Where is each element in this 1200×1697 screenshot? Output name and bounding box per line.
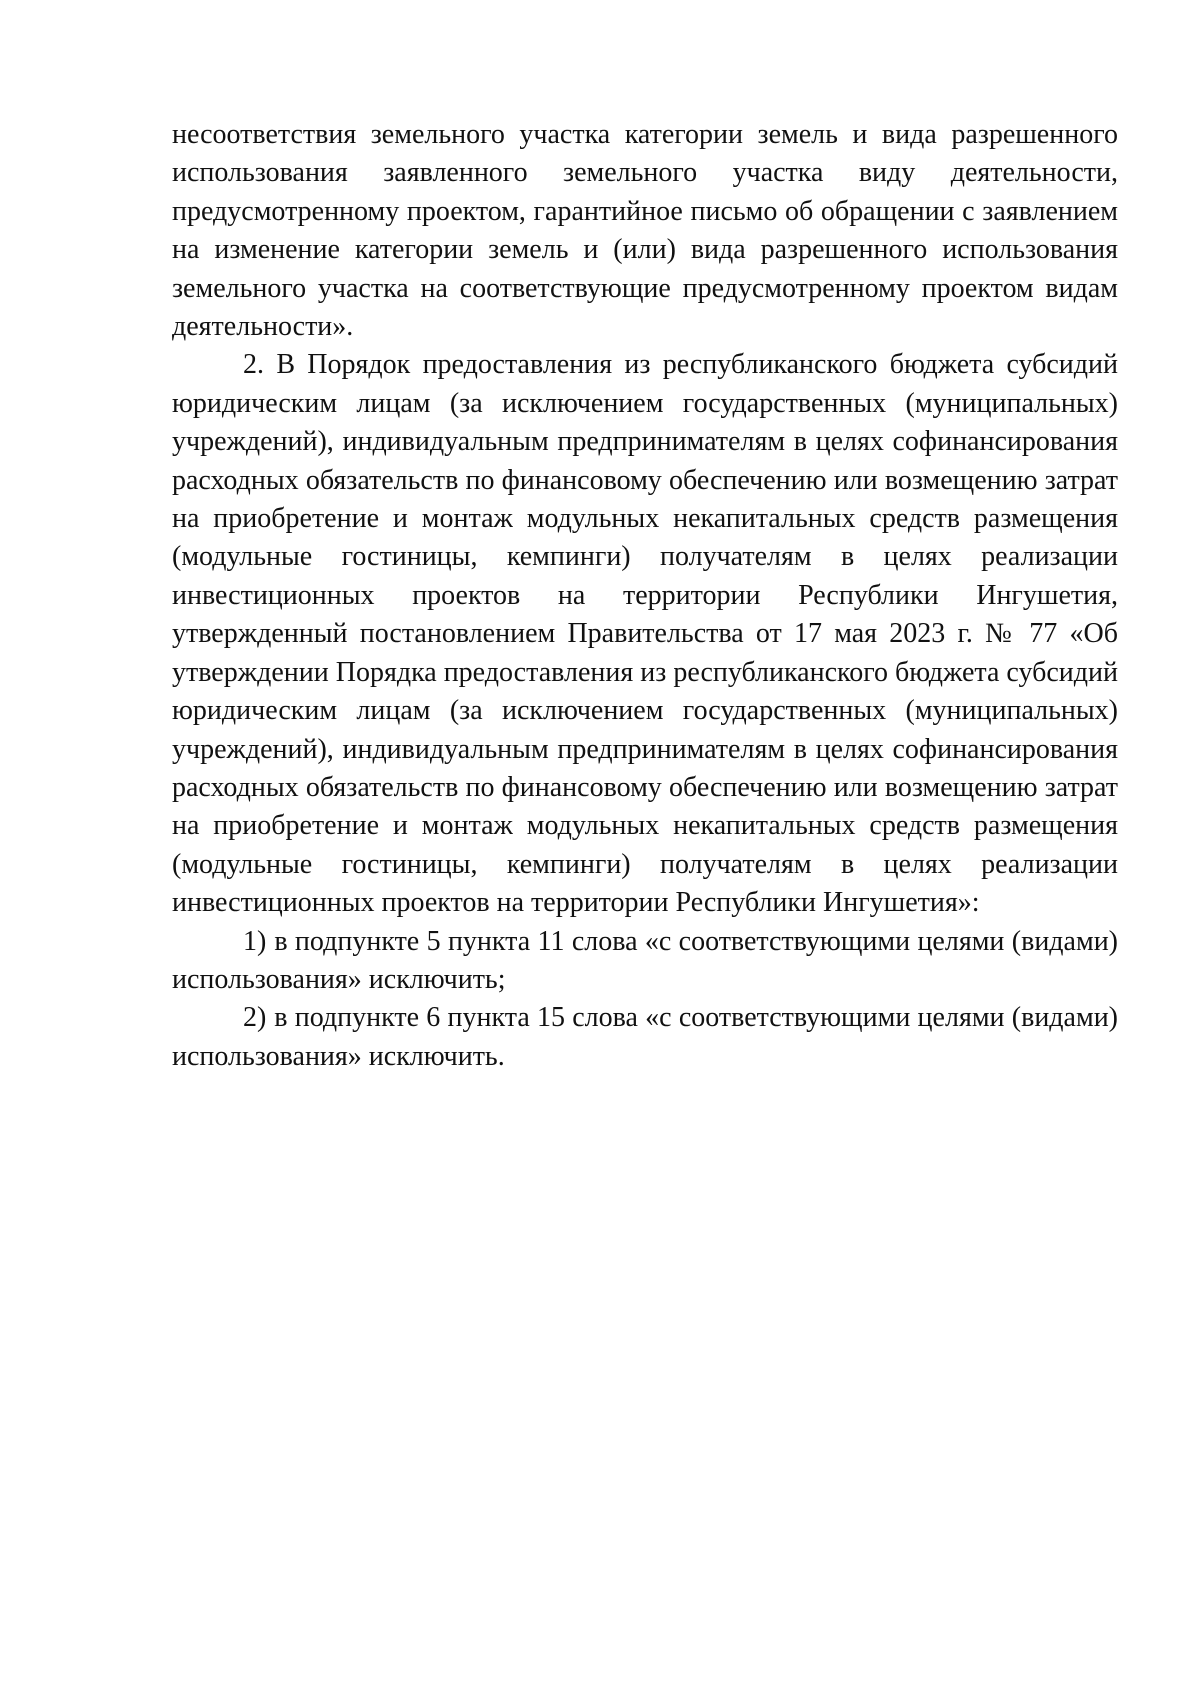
subitem-2-text: в подпункте 6 пункта 15 слова «с соответствующими целями (видами) использования» исключить. — [172, 1002, 1119, 1072]
subitem-1 — [172, 923, 1118, 1000]
subitem-2 — [172, 999, 1118, 1076]
subitem-1-number: 1) — [243, 925, 267, 957]
document-body — [172, 116, 1118, 1076]
subitem-2-number: 2) — [243, 1002, 267, 1034]
subitem-1-text: в подпункте 5 пункта 11 слова «с соответствующими целями (видами) использования» исключить; — [172, 925, 1119, 995]
paragraph-item-2: 2. В Порядок предоставления из республиканского бюджета субсидий юридическим лицам (за исключением государственных (муниципальных) учреждений), индивидуальным предпринимателям в целях софинансирования расходных обязательств по финансовому обеспечению или возмещению затрат на приобретение и монтаж модульных некапитальных средств размещения (модульные гостиницы, кемпинги) получателям в целях реализации инвестиционных проектов на территории Республики Ингушетия, утвержденный постановлением Правительства от 17 мая 2023 г. № 77 «Об утверждении Порядка предоставления из республиканского бюджета субсидий юридическим лицам (за исключением государственных (муниципальных) учреждений), индивидуальным предпринимателям в целях софинансирования расходных обязательств по финансовому обеспечению или возмещению затрат на приобретение и монтаж модульных некапитальных средств размещения (модульные гостиницы, кемпинги) получателям в целях реализации инвестиционных проектов на территории Республики Ингушетия»: — [172, 349, 1118, 919]
paragraph-continuation: несоответствия земельного участка категории земель и вида разрешенного использования заявленного земельного участка виду деятельности, предусмотренному проектом, гарантийное письмо об обращении с заявлением на изменение категории земель и (или) вида разрешенного использования земельного участка на соответствующие предусмотренному проектом видам деятельности». — [172, 119, 1118, 343]
